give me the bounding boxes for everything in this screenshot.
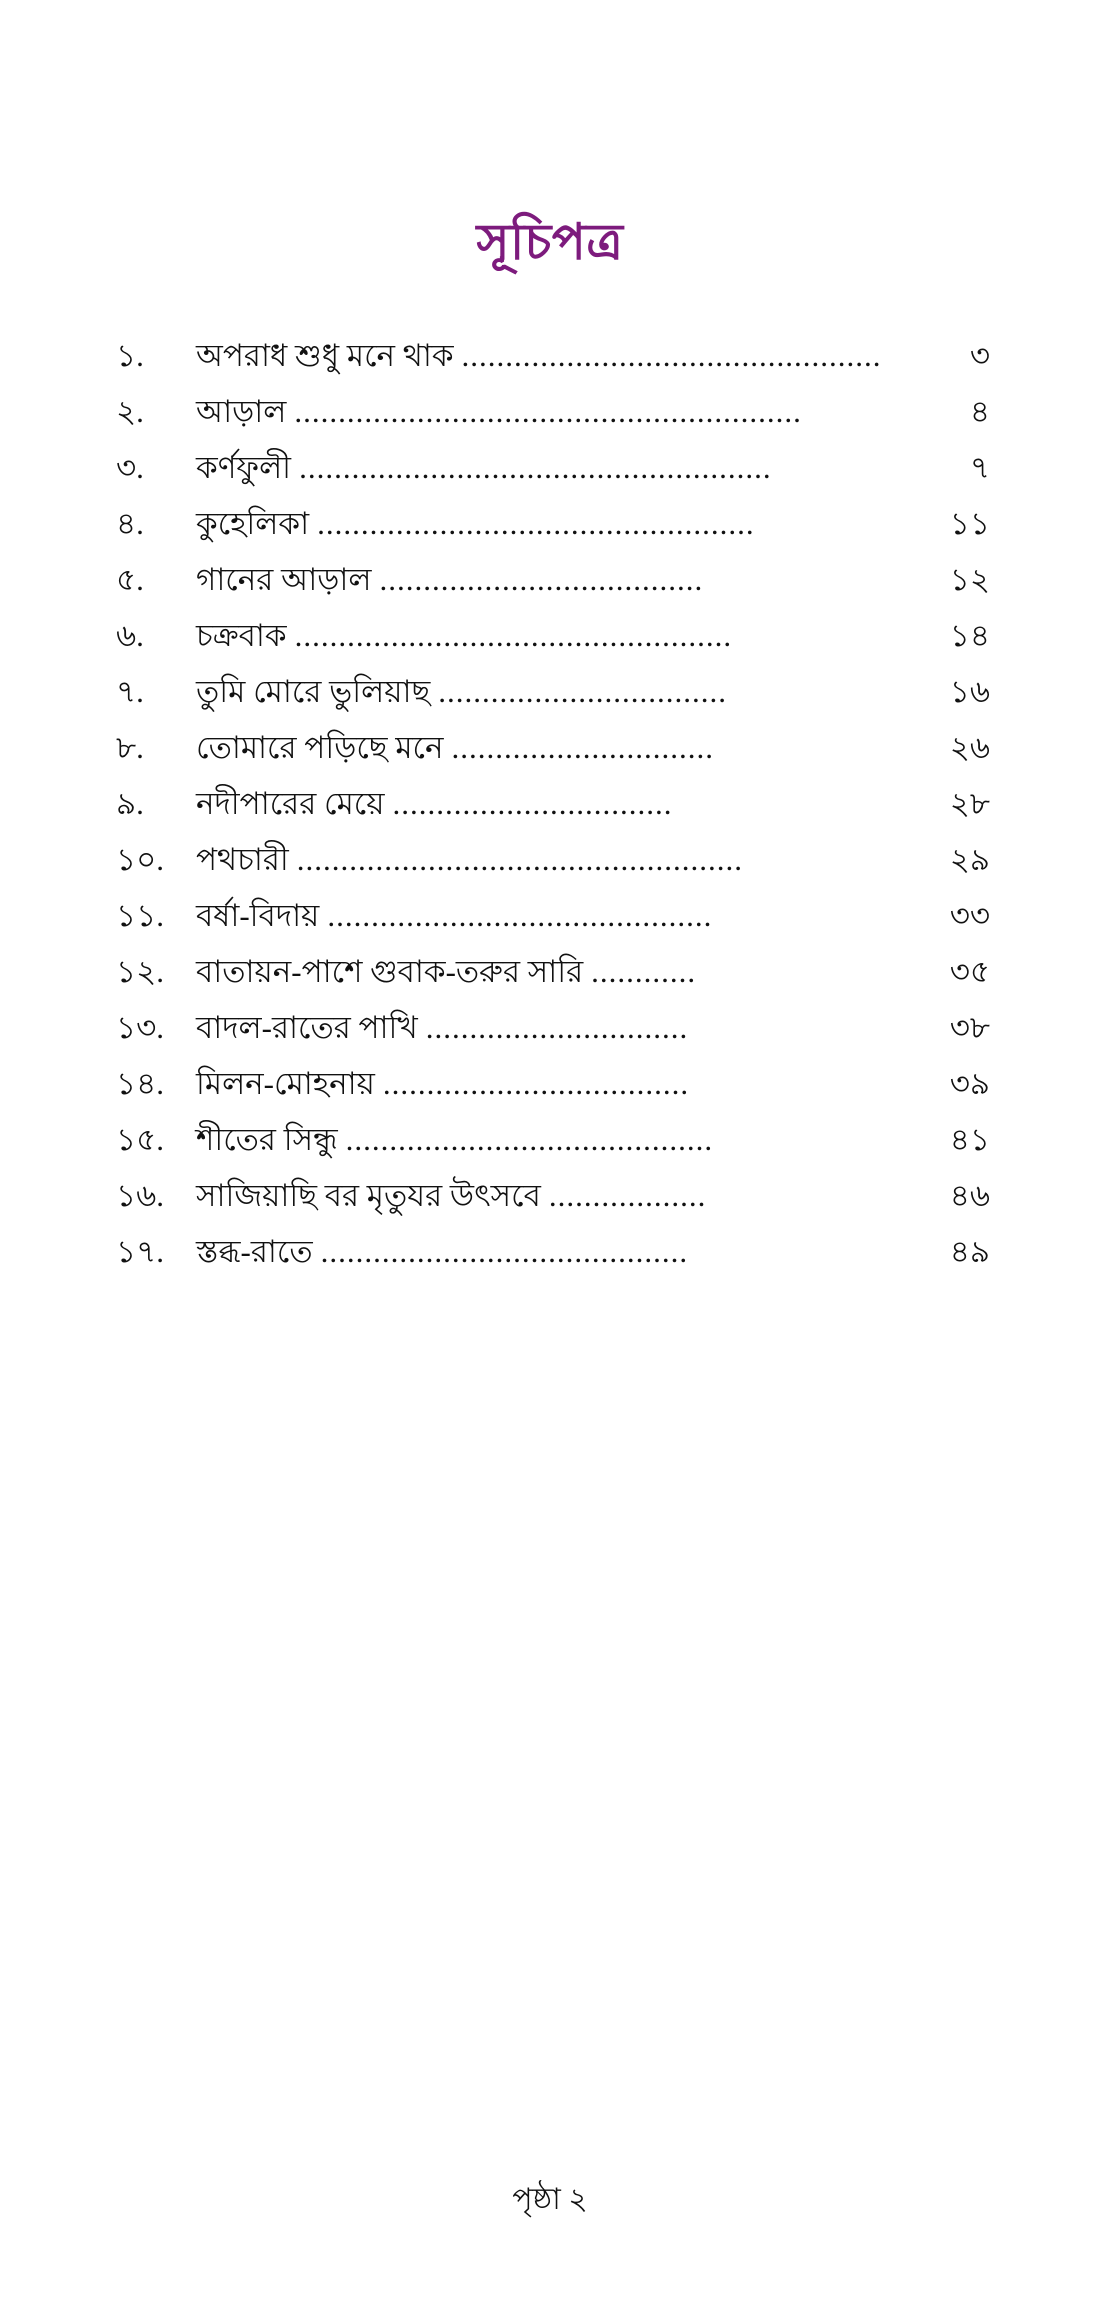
list-item[interactable] [110,676,990,732]
toc-entry-page: ৩৯ [949,1066,990,1101]
toc-entry-title: বর্ষা-বিদায় [196,898,320,933]
toc-entry-page: ২৯ [949,842,990,877]
toc-leader-dots: .............................. [425,1012,689,1043]
toc-leader-dots: ..................................... [379,564,704,595]
toc-entry-page: ১৪ [949,618,990,653]
list-item[interactable] [110,452,990,508]
list-item[interactable] [110,900,990,956]
list-item[interactable] [110,1236,990,1292]
toc-entry-number: ৩. [116,450,144,485]
page-number: পৃষ্ঠা ২ [512,2182,588,2216]
toc-leader-dots: ................................................ [461,340,882,371]
list-item[interactable] [110,1012,990,1068]
toc-entry-number: ৮. [116,730,144,765]
toc-leader-dots: ............ [591,956,697,987]
toc-leader-dots: ............................................ [327,900,713,931]
toc-entry-title: চক্রবাক [196,618,287,653]
toc-entry-page: ৭ [969,450,990,485]
toc-entry-number: ১৫. [116,1122,164,1157]
list-item[interactable] [110,844,990,900]
toc-entry-title: কুহেলিকা [196,506,310,541]
table-of-contents [110,340,990,1292]
list-item[interactable] [110,956,990,1012]
toc-entry-number: ৬. [116,618,144,653]
toc-entry-number: ১৬. [116,1178,165,1213]
toc-entry-number: ৪. [116,506,144,541]
toc-leader-dots: ................................ [392,788,673,819]
list-item[interactable] [110,1068,990,1124]
toc-entry-page: ৩৮ [949,1010,990,1045]
toc-entry-page: ৩৩ [949,898,990,933]
toc-entry-number: ১১. [116,898,164,933]
toc-entry-page: ১২ [949,562,990,597]
toc-leader-dots: .................................................. [317,508,755,539]
toc-entry-number: ২. [116,394,144,429]
toc-entry-page: ১১ [949,506,990,541]
page-footer [0,2100,1100,2300]
toc-entry-title: অপরাধ শুধু মনে থাক [196,338,454,373]
toc-entry-title: গানের আড়াল [196,562,372,597]
toc-entry-title: শীতের সিন্ধু [196,1122,338,1157]
list-item[interactable] [110,732,990,788]
toc-leader-dots: .......................................................... [294,396,802,427]
list-item[interactable] [110,564,990,620]
toc-entry-title: সাজিয়াছি বর মৃতুযর উৎসবে [196,1178,541,1213]
toc-entry-title: স্তব্ধ-রাতে [196,1234,313,1269]
toc-entry-number: ১২. [116,954,165,989]
toc-leader-dots: .................................................. [294,620,733,651]
toc-entry-title: নদীপারের মেয়ে [196,786,385,821]
list-item[interactable] [110,788,990,844]
list-item[interactable] [110,1124,990,1180]
toc-entry-number: ১. [116,338,144,373]
list-item[interactable] [110,1180,990,1236]
toc-entry-number: ১০. [116,842,165,877]
toc-entry-page: ৩ [969,338,990,373]
toc-entry-title: বাতায়ন-পাশে গুবাক-তরুর সারি [196,954,584,989]
toc-entry-title: আড়াল [196,394,287,429]
toc-entry-title: মিলন-মোহনায় [196,1066,375,1101]
list-item[interactable] [110,508,990,564]
toc-entry-number: ৭. [116,674,144,709]
toc-entry-title: তোমারে পড়িছে মনে [196,730,444,765]
list-item[interactable] [110,620,990,676]
toc-entry-number: ১৪. [116,1066,164,1101]
toc-entry-page: ১৬ [949,674,990,709]
toc-entry-page: ৩৫ [949,954,990,989]
toc-leader-dots: .......................................... [345,1124,714,1155]
toc-leader-dots: .......................................... [320,1236,689,1267]
toc-entry-title: কর্ণফুলী [196,450,292,485]
toc-entry-page: ২৬ [949,730,990,765]
toc-leader-dots: ................................... [382,1068,690,1099]
toc-entry-title: বাদল-রাতের পাখি [196,1010,418,1045]
page-title: সূচিপত্র [476,214,624,270]
toc-leader-dots: ...................................................... [299,452,772,483]
toc-entry-number: ১৭. [116,1234,165,1269]
toc-entry-number: ১৩. [116,1010,165,1045]
toc-entry-page: ৪৯ [949,1234,990,1269]
toc-leader-dots: .................. [548,1180,707,1211]
toc-leader-dots: .............................. [451,732,714,763]
toc-entry-title: তুমি মোরে ভুলিয়াছ [196,674,431,709]
toc-leader-dots: ................................................... [296,844,744,875]
toc-entry-page: ৪১ [949,1122,990,1157]
list-item[interactable] [110,396,990,452]
toc-entry-page: ২৮ [949,786,990,821]
toc-entry-page: ৪৬ [949,1178,990,1213]
toc-entry-number: ৫. [116,562,144,597]
toc-entry-title: পথচারী [196,842,289,877]
toc-leader-dots: ................................. [438,676,727,707]
list-item[interactable] [110,340,990,396]
toc-entry-page: ৪ [969,394,990,429]
toc-entry-number: ৯. [116,786,144,821]
